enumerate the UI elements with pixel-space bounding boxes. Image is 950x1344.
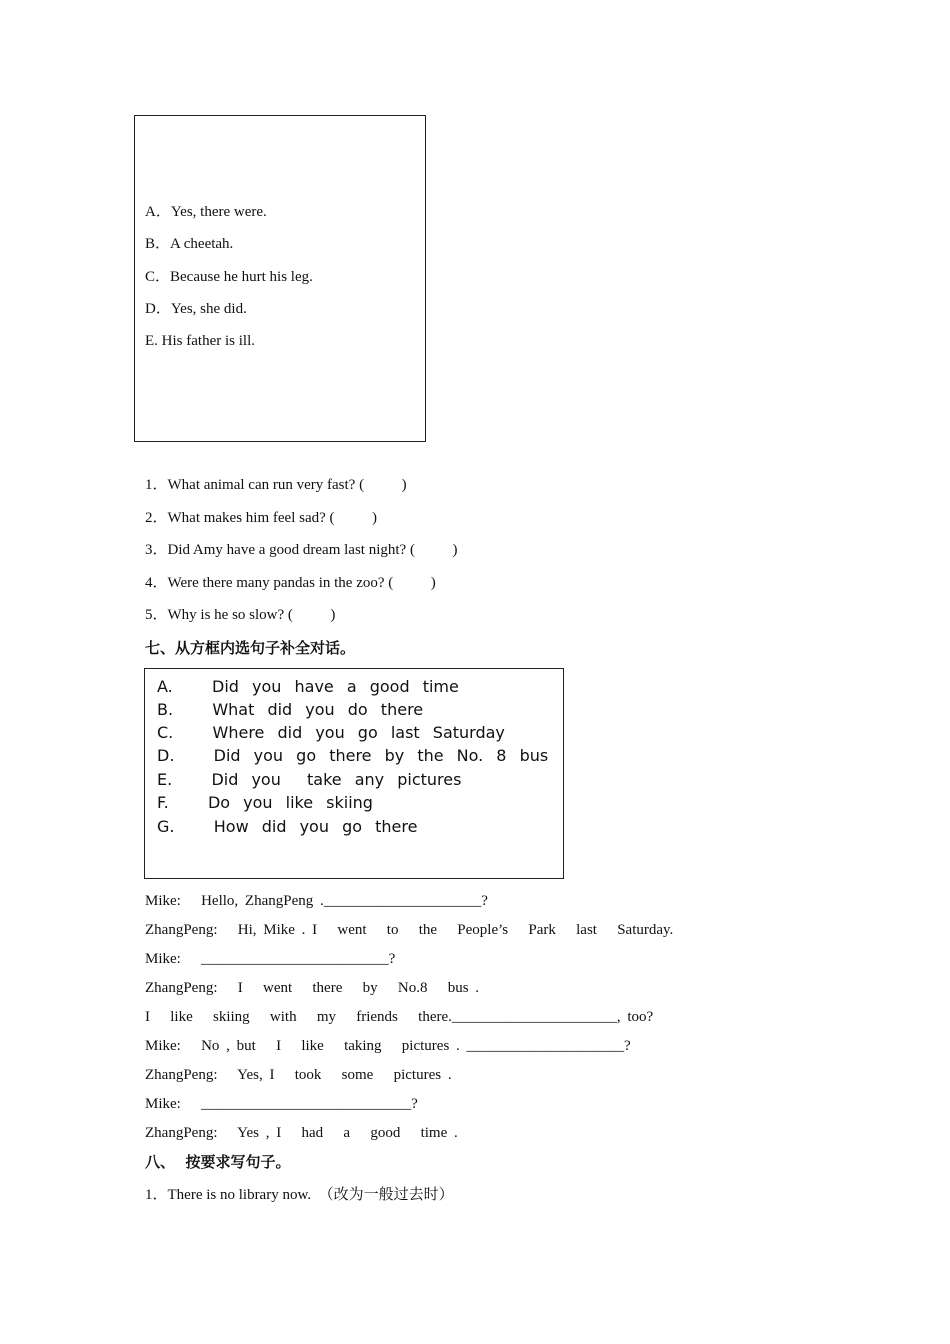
dialogue-line-5: I like skiing with my friends there.______________________, too? bbox=[145, 1009, 654, 1025]
question-5: 5．Why is he so slow? ( ) bbox=[145, 607, 336, 623]
option-c: C．Because he hurt his leg. bbox=[145, 269, 313, 285]
question-2: 2．What makes him feel sad? ( ) bbox=[145, 510, 378, 526]
option-a: A．Yes, there were. bbox=[145, 204, 267, 220]
dialogue-line-3: Mike: _________________________? bbox=[145, 951, 396, 967]
sentence-option-g: G. How did you go there bbox=[157, 817, 418, 836]
question-4: 4．Were there many pandas in the zoo? ( ) bbox=[145, 575, 436, 591]
sentence-option-b: B. What did you do there bbox=[157, 700, 424, 719]
option-d: D．Yes, she did. bbox=[145, 301, 247, 317]
sentence-option-e: E. Did you take any pictures bbox=[157, 770, 462, 789]
sentence-option-f: F. Do you like skiing bbox=[157, 793, 373, 812]
sentence-option-d: D. Did you go there by the No. 8 bus bbox=[157, 746, 549, 765]
dialogue-line-1: Mike: Hello, ZhangPeng ._____________________? bbox=[145, 893, 488, 909]
option-e: E. His father is ill. bbox=[145, 333, 255, 349]
dialogue-line-4: ZhangPeng: I went there by No.8 bus . bbox=[145, 980, 480, 996]
sentence-option-c: C. Where did you go last Saturday bbox=[157, 723, 505, 742]
section-8-heading: 八、 按要求写句子。 bbox=[145, 1153, 291, 1171]
section-7-heading: 七、从方框内选句子补全对话。 bbox=[145, 639, 356, 657]
question-1: 1．What animal can run very fast? ( ) bbox=[145, 477, 407, 493]
dialogue-line-6: Mike: No , but I like taking pictures . _____________________? bbox=[145, 1038, 631, 1054]
rewrite-item-1: 1．There is no library now. （改为一般过去时） bbox=[145, 1187, 454, 1203]
dialogue-line-8: Mike: ____________________________? bbox=[145, 1096, 418, 1112]
dialogue-line-9: ZhangPeng: Yes , I had a good time . bbox=[145, 1125, 458, 1141]
option-b: B．A cheetah. bbox=[145, 236, 234, 252]
dialogue-line-7: ZhangPeng: Yes, I took some pictures . bbox=[145, 1067, 452, 1083]
dialogue-line-2: ZhangPeng: Hi, Mike . I went to the People’s Park last Saturday. bbox=[145, 922, 674, 938]
sentence-option-a: A. Did you have a good time bbox=[157, 677, 459, 696]
question-3: 3．Did Amy have a good dream last night? ( ) bbox=[145, 542, 458, 558]
